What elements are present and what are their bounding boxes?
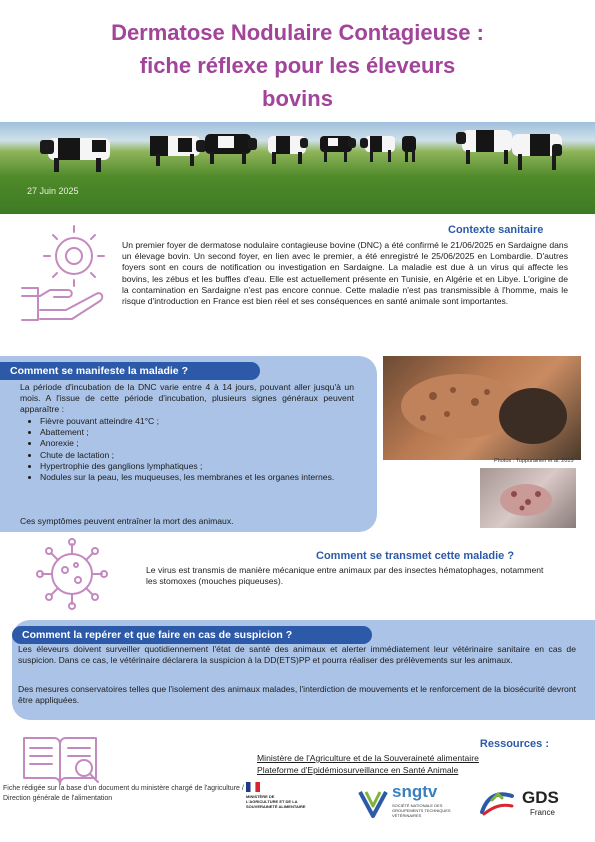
- virus-icon: [20, 534, 124, 614]
- suspicion-text-1: Les éleveurs doivent surveiller quotidiennement l'état de santé des animaux et alerter immédiatement leur vétérinaire sanitaire en cas de suspicion. Dans ce cas, le vétérinaire déclarera la suspicion à la DD(ETS)PP et pourra réaliser des prélèvements sur les animaux.: [18, 644, 576, 666]
- cow-4: [268, 136, 308, 164]
- cows-banner-image: [0, 122, 595, 214]
- ministry-link[interactable]: Ministère de l'Agriculture et de la Souveraineté alimentaire: [257, 753, 479, 763]
- esa-platform-link[interactable]: Plateforme d'Epidémiosurveillance en Santé Animale: [257, 765, 459, 775]
- manifestation-intro: La période d'incubation de la DNC varie entre 4 à 14 jours, pouvant aller jusqu'à un mois. A l'issue de cette période d'incubation, plusieurs signes généraux peuvent apparaître :: [20, 382, 354, 415]
- cow-9: [512, 134, 562, 170]
- suspicion-title: Comment la repérer et que faire en cas de suspicion ?: [12, 626, 372, 644]
- skin-nodules-photo: [480, 468, 576, 528]
- french-flag-icon: [246, 782, 260, 792]
- sngtv-logo-text: sngtv: [392, 782, 438, 801]
- cow-7: [402, 136, 416, 162]
- symptom-item: • Chute de lactation ;: [40, 450, 372, 461]
- ministry-logo: [246, 780, 324, 824]
- photo-caption: Photos : Tuppurainen et al. 2015: [494, 458, 574, 464]
- cow-6: [360, 136, 395, 162]
- sngtv-logo: [356, 782, 466, 824]
- cow-2: [150, 136, 206, 166]
- transmission-text: Le virus est transmis de manière mécanique entre animaux par des insectes hématophages, notamment les stomoxes (mouches piqueuses).: [146, 565, 544, 587]
- cows-illustration: [0, 122, 595, 214]
- resources-title: Ressources :: [479, 738, 549, 750]
- symptom-item: • Hypertrophie des ganglions lymphatiques ;: [40, 461, 372, 472]
- symptom-item: • Anorexie ;: [40, 438, 372, 449]
- gds-emblem-icon: [478, 788, 516, 818]
- publication-date: 27 Juin 2025: [27, 186, 79, 196]
- title-line-3: bovins: [262, 86, 333, 111]
- manifestation-outro: Ces symptômes peuvent entraîner la mort des animaux.: [20, 516, 234, 526]
- ministry-logo-text: MINISTÈRE DE L'AGRICULTURE ET DE LA SOUVERAINETÉ ALIMENTAIRE: [246, 794, 306, 809]
- symptom-item: • Nodules sur la peau, les muqueuses, les membranes et les organes internes.: [40, 472, 372, 483]
- hand-gear-idea-icon: [16, 222, 124, 326]
- cow-5: [320, 136, 356, 162]
- cow-1: [40, 138, 110, 172]
- page-title: [20, 16, 575, 115]
- sngtv-logo-subtitle: SOCIÉTÉ NATIONALE DES GROUPEMENTS TECHNIQUES VÉTÉRINAIRES: [392, 803, 451, 818]
- symptom-item: • Fièvre pouvant atteindre 41°C ;: [40, 416, 372, 427]
- title-line-1: Dermatose Nodulaire Contagieuse :: [111, 20, 484, 45]
- title-line-2: fiche réflexe pour les éleveurs: [139, 53, 456, 78]
- gds-france-logo: [478, 786, 578, 826]
- sngtv-emblem-icon: [356, 786, 390, 820]
- contexte-title: Contexte sanitaire: [448, 224, 544, 236]
- cow-3: [205, 134, 257, 164]
- contexte-text: Un premier foyer de dermatose nodulaire contagieuse bovine (DNC) a été confirmé le 21/06/2025 en Sardaigne dans un élevage bovin. Un second foyer, en lien avec le premier, a été enregistré le 25/06/2025 en Lombardie. D'autres foyers sont en cours de notification ou investigation en Sardaigne. La maladie est due à un virus qui affecte les bovins, les zébus et les buffles d'eau. Elle est actuellement présente en Tunisie, en Algérie et en Libye. L'origine de la contamination en Sardaigne n'est pas encore connue. Cette maladie n'est pas transmissible à l'homme, mais le risque d'introduction en France est bien réel et ses conséquences en santé animale sont importantes.: [122, 240, 568, 307]
- cow-8: [456, 130, 512, 164]
- open-book-icon: [14, 722, 106, 792]
- symptom-item: • Abattement ;: [40, 427, 372, 438]
- gds-logo-subtitle: France: [530, 808, 555, 817]
- gds-logo-text: GDS: [522, 788, 559, 807]
- infected-cow-photo: [383, 356, 581, 460]
- suspicion-text-2: Des mesures conservatoires telles que l'isolement des animaux malades, l'interdiction de mouvements et le renforcement de la biosécurité devront être appliquées.: [18, 684, 576, 706]
- footnote: Fiche rédigée sur la base d'un document du ministère chargé de l'agriculture / Direction générale de l'alimentation: [3, 785, 244, 802]
- transmission-title: Comment se transmet cette maladie ?: [316, 550, 515, 562]
- manifestation-title: Comment se manifeste la maladie ?: [0, 362, 260, 380]
- symptom-list: [22, 416, 372, 483]
